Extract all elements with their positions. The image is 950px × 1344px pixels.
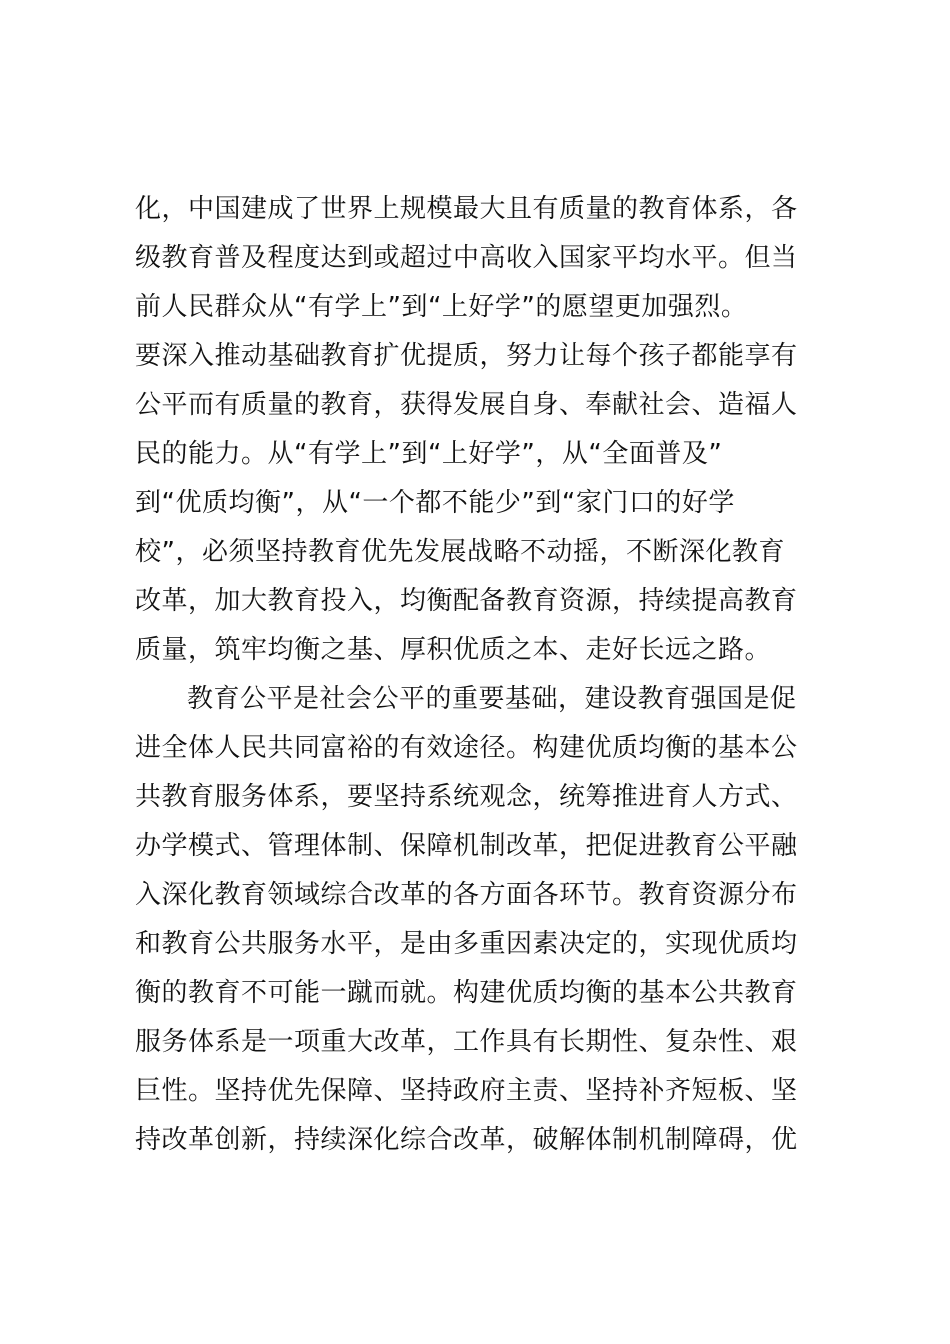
text-line: 进全体人民共同富裕的有效途径。构建优质均衡的基本公 — [135, 733, 798, 763]
paragraph-2 — [135, 675, 835, 1165]
text-line: 共教育服务体系，要坚持系统观念，统筹推进育人方式、 — [135, 782, 798, 812]
text-line: 服务体系是一项重大改革，工作具有长期性、复杂性、艰 — [135, 1027, 798, 1057]
text-line: 前人民群众从“有学上”到“上好学”的愿望更加强烈。 — [135, 292, 748, 322]
text-line: 改革，加大教育投入，均衡配备教育资源，持续提高教育 — [135, 586, 798, 616]
text-line: 办学模式、管理体制、保障机制改革，把促进教育公平融 — [135, 831, 798, 861]
text-line: 校”，必须坚持教育优先发展战略不动摇，不断深化教育 — [135, 537, 785, 567]
text-line: 持改革创新，持续深化综合改革，破解体制机制障碍，优 — [135, 1125, 798, 1155]
text-line: 质量，筑牢均衡之基、厚积优质之本、走好长远之路。 — [135, 635, 772, 665]
paragraph-1 — [135, 185, 835, 675]
text-line: 衡的教育不可能一蹴而就。构建优质均衡的基本公共教育 — [135, 978, 798, 1008]
text-line: 级教育普及程度达到或超过中高收入国家平均水平。但当 — [135, 243, 798, 273]
text-line: 入深化教育领域综合改革的各方面各环节。教育资源分布 — [135, 880, 798, 910]
body-text — [135, 185, 835, 1165]
text-line: 巨性。坚持优先保障、坚持政府主责、坚持补齐短板、坚 — [135, 1076, 798, 1106]
text-line: 和教育公共服务水平，是由多重因素决定的，实现优质均 — [135, 929, 798, 959]
text-line: 教育公平是社会公平的重要基础，建设教育强国是促 — [187, 684, 797, 714]
text-line: 民的能力。从“有学上”到“上好学”，从“全面普及” — [135, 439, 723, 469]
text-line: 化，中国建成了世界上规模最大且有质量的教育体系，各 — [135, 194, 798, 224]
text-line: 要深入推动基础教育扩优提质，努力让每个孩子都能享有 — [135, 341, 798, 371]
text-line: 到“优质均衡”，从“一个都不能少”到“家门口的好学 — [135, 488, 735, 518]
text-line: 公平而有质量的教育，获得发展自身、奉献社会、造福人 — [135, 390, 798, 420]
